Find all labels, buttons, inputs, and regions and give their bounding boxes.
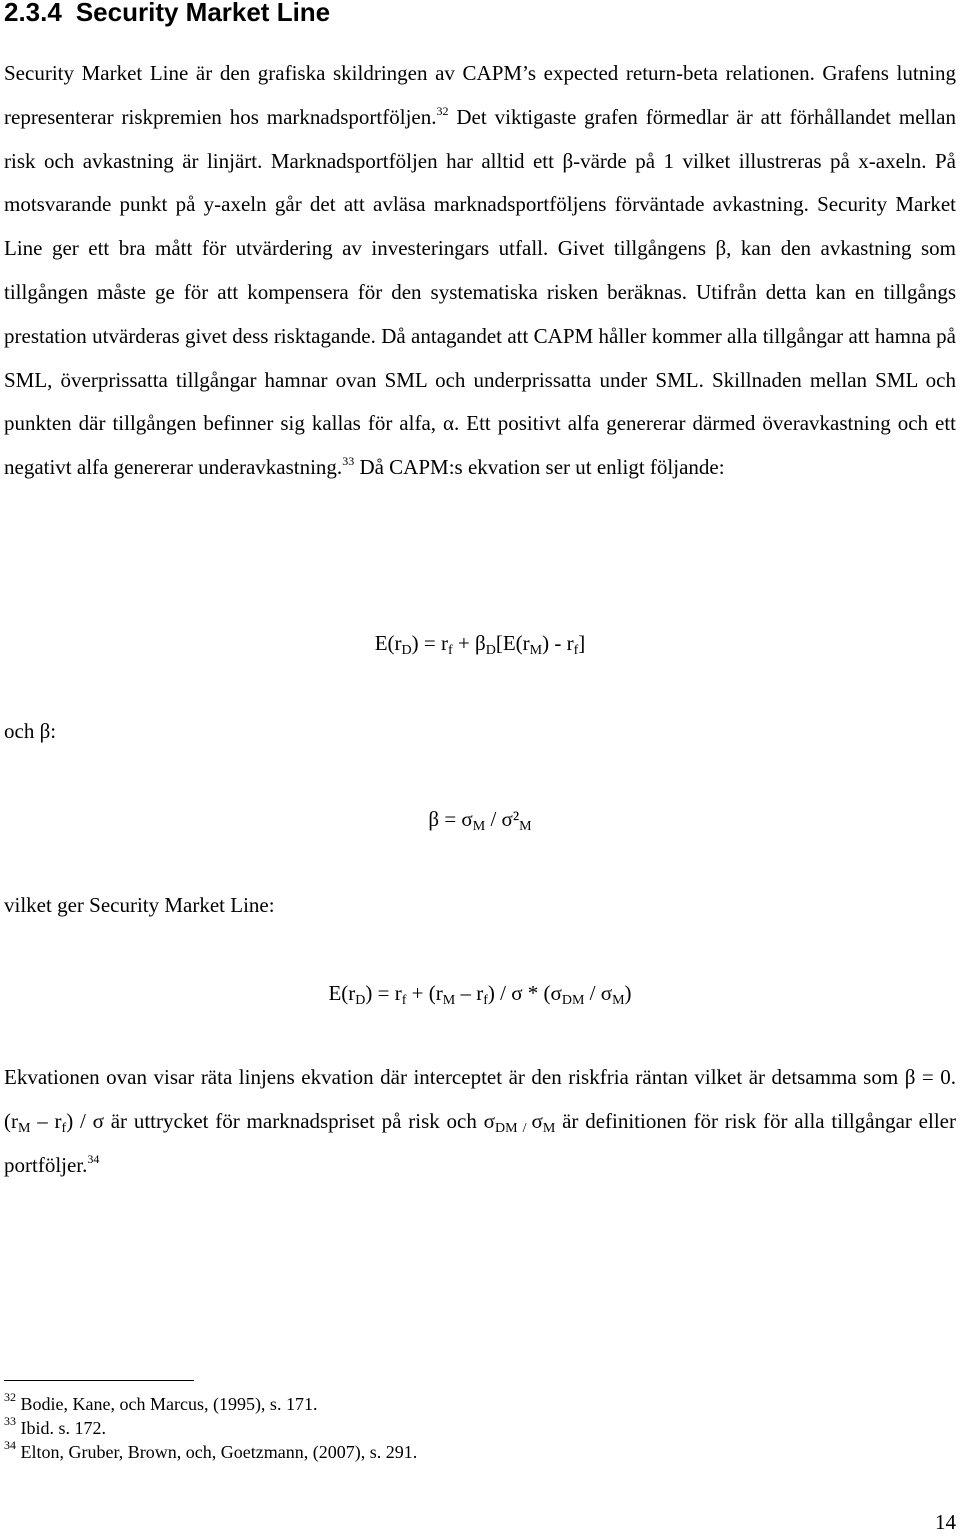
inline-subscript: f [61,1120,67,1136]
paragraph-text: σ [531,1108,543,1133]
eq-subscript: f [401,993,407,1008]
section-title: Security Market Line [75,0,331,27]
section-number: 2.3.4 [4,0,62,27]
section-heading [4,0,330,28]
footnote-separator [4,1380,194,1381]
eq-text: + β [452,631,486,655]
footnote-text: Ibid. s. 172. [16,1418,106,1438]
paragraph-text: är definitionen för risk för alla tillgångar eller portföljer. [4,1108,956,1177]
body-paragraph-1 [4,52,956,490]
eq-subscript: M [472,819,486,834]
footnote-33 [4,1414,106,1439]
eq-subscript: M [529,643,543,658]
body-paragraph-2 [4,1056,956,1187]
eq-subscript: M [612,993,625,1008]
footnote-text: Bodie, Kane, och Marcus, (1995), s. 171. [16,1394,318,1414]
paragraph-text: ) / σ är uttrycket för marknadspriset på risk och σ [66,1108,495,1133]
paragraph-text: Security Market Line är den grafiska skildringen av CAPM’s expected return-beta relationen. Grafens lutning representerar riskpremien hos marknadsportföljen. [4,61,956,129]
eq-text: – r [455,981,484,1005]
eq-text: E(r [328,981,356,1005]
eq-text: ) / σ * (σ [487,981,562,1005]
eq-text: / σ [584,981,613,1005]
footnote-34 [4,1438,418,1463]
eq-text: / σ² [485,807,520,831]
footnote-number: 34 [4,1438,16,1452]
eq-subscript: f [483,993,488,1008]
capm-equation [0,628,960,658]
inline-subscript: DM / [494,1120,532,1136]
eq-subscript: D [485,643,496,658]
eq-text: ) = r [411,631,449,655]
beta-equation [0,804,960,834]
eq-subscript: M [442,993,456,1008]
paragraph-text: Det viktigaste grafen förmedlar är att förhållandet mellan risk och avkastning är linjärt. Marknadsportföljen har alltid ett β-värde på 1 vilket illustreras på x-axeln. På motsvarande punkt på y-axeln går det att avläsa marknadsportföljens förväntade avkastning. Security Market Line ger ett bra mått för utvärdering av investeringars utfall. Givet tillgångens β, kan den avkastning som tillgången måste ge för att kompensera för den systematiska risken beräknas. Utifrån detta kan en tillgångs prestation utvärderas givet dess risktagande. Då antagandet att CAPM håller kommer alla tillgångar att hamna på SML, överprissatta tillgångar hamnar ovan SML och underprissatta under SML. Skillnaden mellan SML och punkten där tillgången befinner sig kallas för alfa, α. Ett positivt alfa genererar därmed överavkastning och ett negativt alfa genererar underavkastning. [4,104,957,480]
footnote-text: Elton, Gruber, Brown, och, Goetzmann, (2007), s. 291. [16,1442,418,1462]
sml-equation [0,978,960,1008]
footnote-number: 32 [4,1390,16,1404]
eq-text: ) - r [542,631,574,655]
sml-intro: vilket ger Security Market Line: [4,893,275,917]
paragraph-text: – r [30,1108,62,1133]
footnote-ref-33: 33 [342,454,355,469]
paragraph-text: Ekvationen ovan visar räta linjens ekvation där interceptet är den riskfria räntan vilket är detsamma som β = 0. (r [4,1065,956,1133]
beta-intro: och β: [4,719,57,743]
eq-text: ) [624,981,632,1005]
eq-subscript: D [401,643,412,658]
footnote-ref-32: 32 [436,103,449,118]
page-number: 14 [935,1510,956,1534]
footnote-32 [4,1390,318,1415]
eq-subscript: f [448,643,453,658]
footnote-number: 33 [4,1414,16,1428]
eq-text: E(r [374,631,402,655]
inline-subscript: M [542,1120,556,1136]
eq-text: β = σ [428,807,473,831]
eq-text: [E(r [495,631,530,655]
eq-subscript: f [573,643,579,658]
eq-subscript: DM [561,993,585,1008]
eq-subscript: D [355,993,366,1008]
eq-subscript: M [519,819,532,834]
eq-text: ) = r [365,981,402,1005]
footnote-ref-34: 34 [87,1151,100,1166]
paragraph-text: Då CAPM:s ekvation ser ut enligt följande: [354,455,725,480]
eq-text: + (r [406,981,443,1005]
inline-subscript: M [18,1120,31,1136]
eq-text: ] [578,631,586,655]
